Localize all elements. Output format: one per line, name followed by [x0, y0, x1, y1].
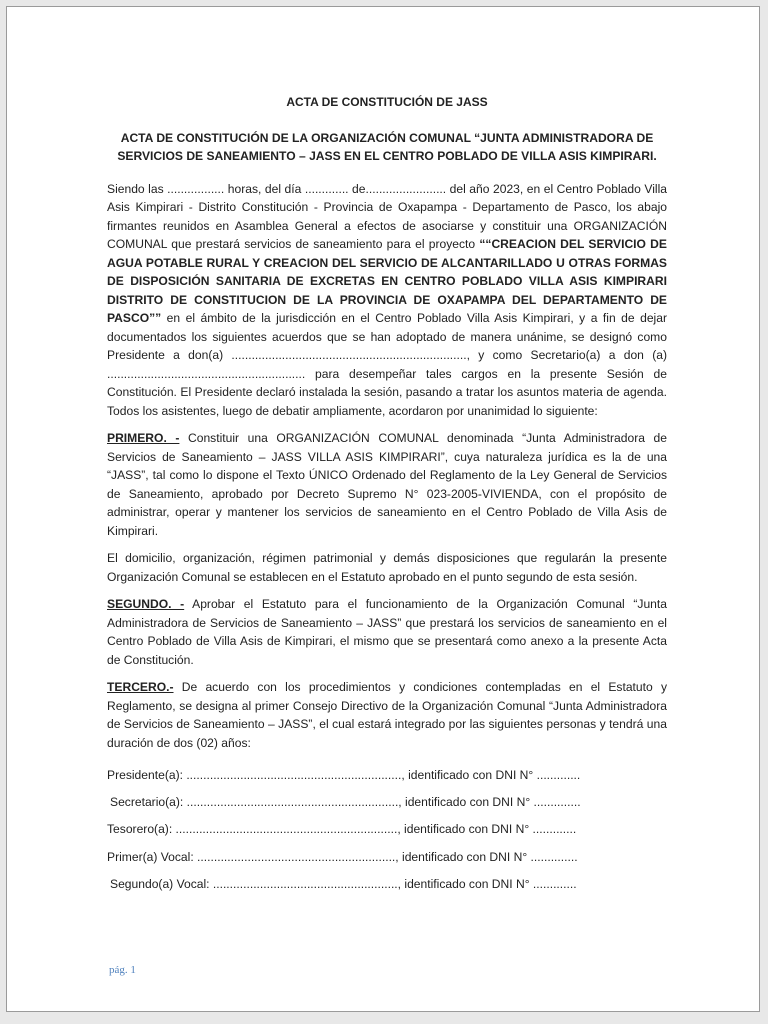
primero-text: Constituir una ORGANIZACIÓN COMUNAL denominada “Junta Administradora de Servicios de Saneamiento – JASS VILLA ASIS KIMPIRARI”, cuya naturaleza jurídica es la de una “JASS”, tal como lo dispone el Texto ÚNICO Ordenado del Reglamento de la Ley General de Servicios de Saneamiento, aprobado por Decreto Supremo N° 023-2005-VIVIENDA, con el propósito de administrar, operar y mantener los servicios de saneamiento en el Centro Poblado de Villa Asis de Kimpirari.	[107, 431, 667, 538]
signatories-list	[107, 766, 667, 893]
tercero-paragraph	[107, 678, 667, 752]
primero-paragraph	[107, 429, 667, 540]
page-number: pág. 1	[109, 964, 136, 976]
signatory-presidente: Presidente(a): ................................................................, identificado con DNI N° .............	[107, 768, 581, 782]
document-page	[6, 6, 760, 1012]
intro-text-b: en el ámbito de la jurisdicción en el Centro Poblado Villa Asis Kimpirari, y a fin de dejar documentados los siguientes acuerdos que se han adoptado de manera unánime, se designó como Presidente a don(a) ......................................................................, y como Secretario(a) a don (a) ........................................................... para desempeñar tales cargos en la presente Sesión de Constitución. El Presidente declaró instalada la sesión, pasando a tratar los asuntos materia de agenda. Todos los asistentes, luego de debatir ampliamente, acordaron por unanimidad lo siguiente:	[107, 311, 667, 418]
signatory-primer-vocal: Primer(a) Vocal: ..........................................................., identificado con DNI N° ..............	[107, 849, 578, 864]
primero-label: PRIMERO. -	[107, 431, 180, 445]
signatory-secretario: Secretario(a): ..............................................................., identificado con DNI N° ..............	[110, 795, 581, 810]
domicilio-paragraph: El domicilio, organización, régimen patrimonial y demás disposiciones que regularán la presente Organización Comunal se establecen en el Estatuto aprobado en el punto segundo de esta sesión.	[107, 551, 667, 584]
tercero-text: De acuerdo con los procedimientos y condiciones contempladas en el Estatuto y Reglamento, se designa al primer Consejo Directivo de la Organización Comunal “Junta Administradora de Servicios de Saneamiento – JASS”, el cual estará integrado por las siguientes personas y tendrá una duración de dos (02) años:	[107, 680, 667, 750]
signatory-tesorero: Tesorero(a): .................................................................., identificado con DNI N° .............	[107, 822, 577, 837]
tercero-label: TERCERO.-	[107, 680, 174, 694]
intro-text-a: Siendo las ................. horas, del día ............. de........................ del año 2023, en el Centro Poblado Villa Asis Kimpirari - Distrito Constitución - Provincia de Oxapampa - Departamento de Pasco, los abajo firmantes reunidos en Asamblea General a efectos de asociarse y constituir una ORGANIZACIÓN COMUNAL que prestará servicios de saneamiento para el proyecto	[107, 181, 667, 251]
document-body	[107, 93, 667, 902]
segundo-text: Aprobar el Estatuto para el funcionamiento de la Organización Comunal “Junta Administradora de Servicios de Saneamiento – JASS” que prestará los servicios de saneamiento en el Centro Poblado de Villa Asis de Kimpirari, el mismo que se presentará como anexo a la presente Acta de Constitución.	[107, 597, 667, 667]
intro-paragraph	[107, 180, 667, 421]
document-title: ACTA DE CONSTITUCIÓN DE JASS	[286, 95, 488, 109]
segundo-paragraph	[107, 595, 667, 669]
signatory-segundo-vocal: Segundo(a) Vocal: ......................................................., identificado con DNI N° .............	[110, 876, 577, 891]
document-subtitle: ACTA DE CONSTITUCIÓN DE LA ORGANIZACIÓN COMUNAL “JUNTA ADMINISTRADORA DE SERVICIOS DE SANEAMIENTO – JASS EN EL CENTRO POBLADO DE VILLA ASIS KIMPIRARI.	[117, 130, 657, 163]
segundo-label: SEGUNDO. -	[107, 597, 185, 611]
project-name: ““CREACION DEL SERVICIO DE AGUA POTABLE RURAL Y CREACION DEL SERVICIO DE ALCANTARILLADO U OTRAS FORMAS DE DISPOSICIÓN SANITARIA DE EXCRETAS EN CENTRO POBLADO VILLA ASIS KIMPIRARI DISTRITO DE CONSTITUCION DE LA PROVINCIA DE OXAPAMPA DEL DEPARTAMENTO DE PASCO””	[107, 237, 667, 325]
